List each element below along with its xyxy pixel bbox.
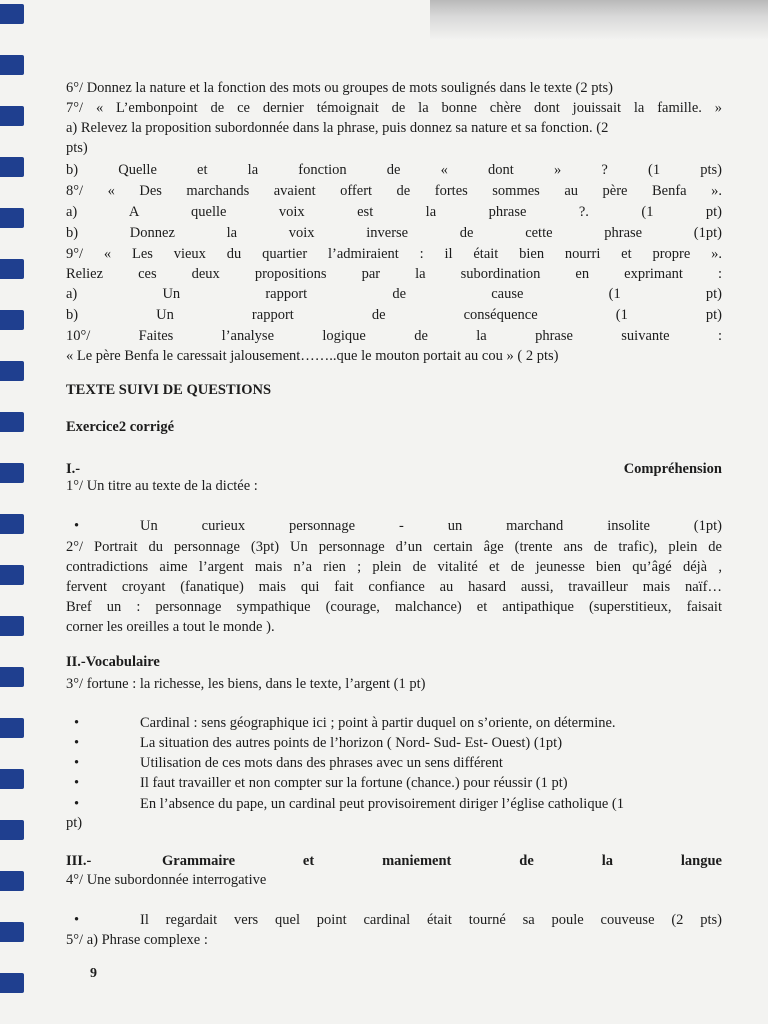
answer-1-text: Un curieux personnage - un marchand insolite (1pt)	[140, 518, 722, 534]
binding-hole	[0, 157, 24, 177]
vocab-item-3-text: Utilisation de ces mots dans des phrases avec un sens différent	[140, 755, 503, 771]
question-4: 4°/ Une subordonnée interrogative	[66, 872, 267, 888]
binding-hole	[0, 259, 24, 279]
question-7: 7°/ « L’embonpoint de ce dernier témoignait de la bonne chère dont jouissait la famille. »	[66, 100, 722, 116]
bullet-icon: •	[74, 775, 80, 791]
question-3: 3°/ fortune : la richesse, les biens, dans le texte, l’argent (1 pt)	[66, 676, 426, 692]
binding-hole	[0, 718, 24, 738]
question-10-sentence: « Le père Benfa le caressait jalousement……..que le mouton portait au cou » ( 2 pts)	[66, 348, 559, 364]
vocab-item-3	[66, 753, 722, 773]
binding-hole	[0, 667, 24, 687]
part-3-title: Grammaire et maniement de la langue	[162, 853, 722, 869]
question-9a: a) Un rapport de cause (1 pt)	[66, 286, 722, 302]
vocab-item-4	[66, 773, 722, 793]
question-9b: b) Un rapport de conséquence (1 pt)	[66, 307, 722, 323]
binding-hole	[0, 514, 24, 534]
question-8: 8°/ « Des marchands avaient offert de fortes sommes au père Benfa ».	[66, 183, 722, 199]
vocab-item-1-text: Cardinal : sens géographique ici ; point à partir duquel on s’oriente, on détermine.	[140, 715, 616, 731]
binding-hole	[0, 616, 24, 636]
question-10: 10°/ Faites l’analyse logique de la phrase suivante :	[66, 328, 722, 344]
answer-4-text: Il regardait vers quel point cardinal était tourné sa poule couveuse (2 pts)	[140, 912, 722, 928]
question-9-instruction: Reliez ces deux propositions par la subordination en exprimant :	[66, 266, 722, 282]
question-7a-cont: pts)	[66, 140, 88, 156]
question-2-line-1: 2°/ Portrait du personnage (3pt) Un personnage d’un certain âge (trente ans de trafic), plein de	[66, 539, 722, 555]
vocab-item-2	[66, 733, 722, 753]
question-9: 9°/ « Les vieux du quartier l’admiraient : il était bien nourri et propre ».	[66, 246, 722, 262]
question-2-line-5: corner les oreilles a tout le monde ).	[66, 619, 275, 635]
part-3-number: III.-	[66, 853, 92, 869]
page-number: 9	[90, 966, 97, 981]
binding-hole	[0, 55, 24, 75]
question-2-line-3: fervent croyant (fanatique) mais qui fait confiance au hasard aussi, travailleur mais naïf…	[66, 579, 722, 595]
question-8a: a) A quelle voix est la phrase ?. (1 pt)	[66, 204, 722, 220]
section-title: TEXTE SUIVI DE QUESTIONS	[66, 382, 272, 398]
binding-hole	[0, 769, 24, 789]
part-1-number: I.-	[66, 461, 81, 477]
vocab-item-1	[66, 713, 722, 733]
exercise-title: Exercice2 corrigé	[66, 419, 175, 435]
scan-shadow	[430, 0, 768, 40]
bullet-icon: •	[74, 912, 80, 928]
binding-hole	[0, 871, 24, 891]
question-8b: b) Donnez la voix inverse de cette phrase (1pt)	[66, 225, 722, 241]
question-2-line-2: contradictions aime l’argent mais n’a rien ; plein de vitalité et de jeunesse bien qu’âgé déjà ,	[66, 559, 722, 575]
vocab-item-2-text: La situation des autres points de l’horizon ( Nord- Sud- Est- Ouest) (1pt)	[140, 735, 563, 751]
bullet-icon: •	[74, 796, 80, 812]
spiral-binding	[0, 0, 30, 1024]
binding-hole	[0, 4, 24, 24]
vocab-item-5-cont: pt)	[66, 815, 83, 831]
answer-4	[66, 910, 722, 930]
binding-hole	[0, 208, 24, 228]
binding-hole	[0, 565, 24, 585]
bullet-icon: •	[74, 518, 80, 534]
bullet-icon: •	[74, 735, 80, 751]
answer-1	[66, 516, 722, 536]
vocab-item-5-text: En l’absence du pape, un cardinal peut provisoirement diriger l’église catholique (1	[140, 796, 624, 812]
question-7a: a) Relevez la proposition subordonnée dans la phrase, puis donnez sa nature et sa fonction. (2	[66, 120, 609, 136]
binding-hole	[0, 973, 24, 993]
question-7b: b) Quelle et la fonction de « dont » ? (1 pts)	[66, 162, 722, 178]
part-1-title: Compréhension	[623, 461, 722, 477]
question-1: 1°/ Un titre au texte de la dictée :	[66, 478, 258, 494]
binding-hole	[0, 463, 24, 483]
binding-hole	[0, 820, 24, 840]
part-2-heading: II.-Vocabulaire	[66, 654, 160, 670]
vocab-item-4-text: Il faut travailler et non compter sur la fortune (chance.) pour réussir (1 pt)	[140, 775, 568, 791]
binding-hole	[0, 106, 24, 126]
binding-hole	[0, 361, 24, 381]
question-5: 5°/ a) Phrase complexe :	[66, 932, 208, 948]
part-3-heading	[66, 851, 722, 871]
binding-hole	[0, 310, 24, 330]
vocab-item-5	[66, 794, 722, 814]
question-6: 6°/ Donnez la nature et la fonction des mots ou groupes de mots soulignés dans le texte (2 pts)	[66, 80, 614, 96]
question-2-line-4: Bref un : personnage sympathique (courage, malchance) et antipathique (superstitieux, faisait	[66, 599, 722, 615]
binding-hole	[0, 412, 24, 432]
binding-hole	[0, 922, 24, 942]
bullet-icon: •	[74, 715, 80, 731]
bullet-icon: •	[74, 755, 80, 771]
